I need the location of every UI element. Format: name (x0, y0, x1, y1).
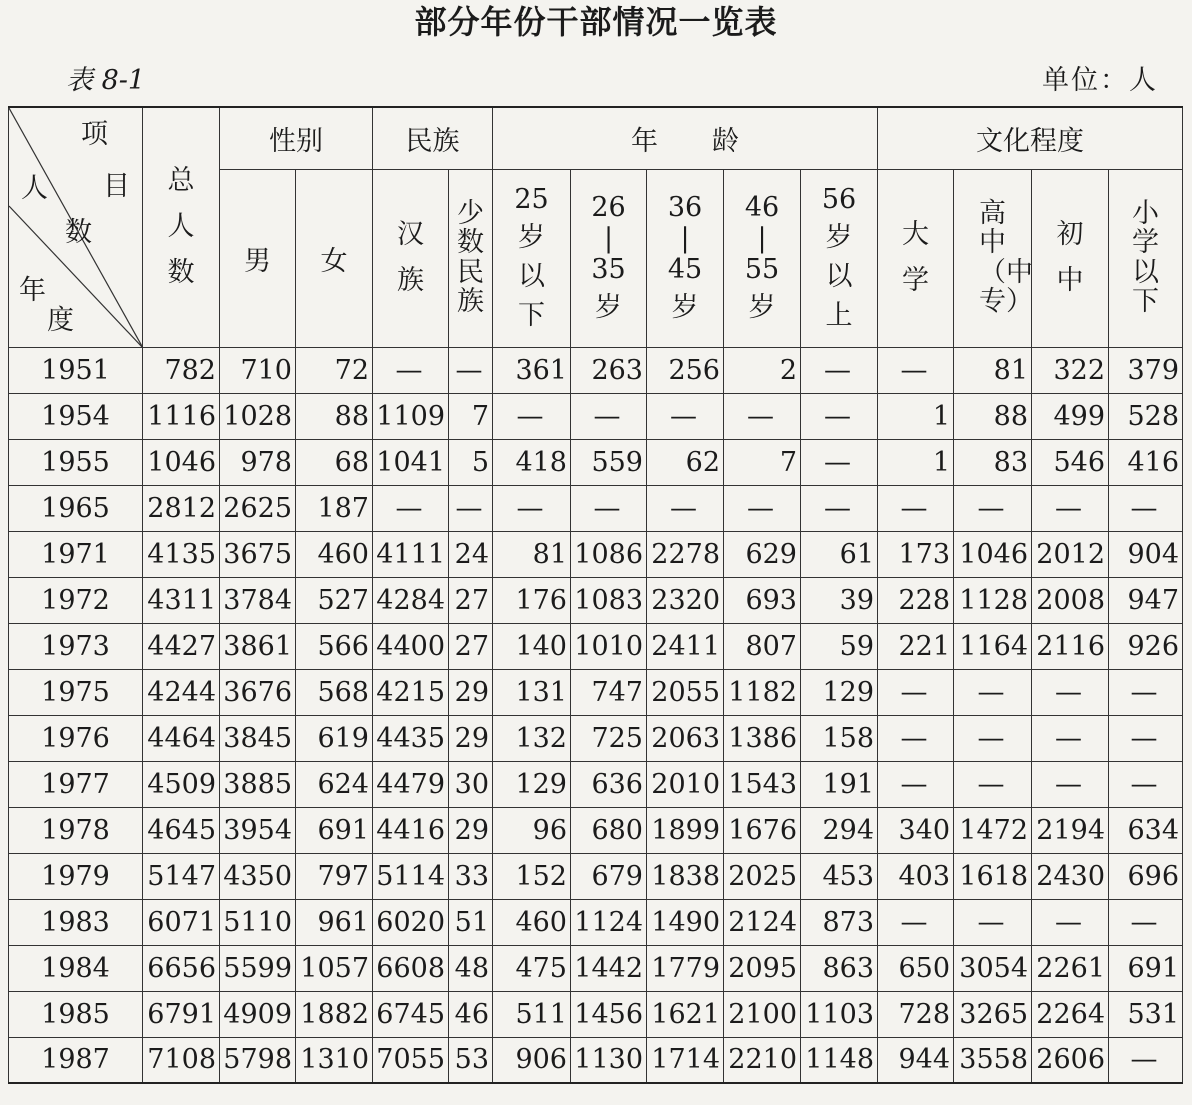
table-cell: 1676 (724, 807, 801, 853)
table-cell: 1130 (571, 1037, 647, 1083)
table-cell: 904 (1109, 531, 1183, 577)
year-cell: 1971 (9, 531, 143, 577)
table-cell: 1899 (647, 807, 724, 853)
table-cell: 680 (571, 807, 647, 853)
table-cell: 33 (449, 853, 493, 899)
table-cell: — (878, 899, 954, 945)
table-cell: — (878, 347, 954, 393)
table-cell: 797 (296, 853, 373, 899)
table-cell: — (801, 347, 878, 393)
year-cell: 1983 (9, 899, 143, 945)
table-cell: 1010 (571, 623, 647, 669)
table-cell: — (1109, 1037, 1183, 1083)
header-female: 女 (296, 169, 373, 347)
table-cell: 2 (724, 347, 801, 393)
table-cell: 3954 (220, 807, 296, 853)
corner-item-char-2: 目 (103, 171, 130, 202)
corner-year-char-2: 度 (47, 305, 74, 336)
table-cell: 152 (493, 853, 571, 899)
table-cell: — (449, 485, 493, 531)
table-cell: — (373, 485, 449, 531)
table-cell: 3558 (954, 1037, 1032, 1083)
table-cell: 256 (647, 347, 724, 393)
header-age-46-55: 46 | 55 岁 (724, 169, 801, 347)
year-cell: 1977 (9, 761, 143, 807)
table-cell: — (1109, 669, 1183, 715)
table-cell: 2430 (1032, 853, 1109, 899)
table-cell: 3784 (220, 577, 296, 623)
table-cell: 619 (296, 715, 373, 761)
table-row (9, 853, 1183, 899)
corner-count-char-2: 数 (65, 217, 92, 248)
table-cell: 650 (878, 945, 954, 991)
table-cell: 1472 (954, 807, 1032, 853)
header-gender: 性别 (220, 107, 373, 169)
table-cell: 62 (647, 439, 724, 485)
table-cell: 294 (801, 807, 878, 853)
table-cell: 4350 (220, 853, 296, 899)
table-cell: 129 (493, 761, 571, 807)
table-cell: 4135 (143, 531, 220, 577)
year-cell: 1976 (9, 715, 143, 761)
table-row (9, 991, 1183, 1037)
table-cell: 782 (143, 347, 220, 393)
table-cell: — (954, 899, 1032, 945)
table-cell: 3265 (954, 991, 1032, 1037)
table-cell: 747 (571, 669, 647, 715)
table-cell: 1057 (296, 945, 373, 991)
table-cell: 24 (449, 531, 493, 577)
table-cell: 3885 (220, 761, 296, 807)
table-cell: 1083 (571, 577, 647, 623)
header-primary-below: 小学以下 (1109, 169, 1183, 347)
table-cell: 6071 (143, 899, 220, 945)
year-cell: 1975 (9, 669, 143, 715)
table-cell: 2264 (1032, 991, 1109, 1037)
table-cell: 2194 (1032, 807, 1109, 853)
table-cell: 1442 (571, 945, 647, 991)
header-age-26-35: 26 | 35 岁 (571, 169, 647, 347)
table-cell: 2116 (1032, 623, 1109, 669)
table-cell: 6791 (143, 991, 220, 1037)
table-cell: 1310 (296, 1037, 373, 1083)
table-cell: 1028 (220, 393, 296, 439)
table-cell: 728 (878, 991, 954, 1037)
table-cell: 2278 (647, 531, 724, 577)
table-cell: 2320 (647, 577, 724, 623)
table-body (9, 347, 1183, 1083)
table-cell: 4284 (373, 577, 449, 623)
table-cell: 3054 (954, 945, 1032, 991)
table-cell: 72 (296, 347, 373, 393)
header-university: 大学 (878, 169, 954, 347)
table-cell: 83 (954, 439, 1032, 485)
corner-header-cell (9, 107, 143, 347)
year-cell: 1984 (9, 945, 143, 991)
table-row (9, 899, 1183, 945)
corner-year-char-1: 年 (19, 275, 46, 306)
table-cell: 1103 (801, 991, 878, 1037)
table-cell: 6745 (373, 991, 449, 1037)
table-number: 表 8-1 (66, 65, 146, 96)
table-cell: 53 (449, 1037, 493, 1083)
table-cell: 5147 (143, 853, 220, 899)
table-cell: — (801, 485, 878, 531)
table-cell: 5798 (220, 1037, 296, 1083)
table-cell: 221 (878, 623, 954, 669)
corner-item-char-1: 项 (81, 119, 108, 150)
table-cell: 6608 (373, 945, 449, 991)
table-cell: 527 (296, 577, 373, 623)
table-cell: 5110 (220, 899, 296, 945)
year-cell: 1954 (9, 393, 143, 439)
table-cell: — (801, 439, 878, 485)
year-cell: 1979 (9, 853, 143, 899)
table-cell: 1046 (143, 439, 220, 485)
table-row (9, 669, 1183, 715)
table-cell: 418 (493, 439, 571, 485)
table-cell: 191 (801, 761, 878, 807)
table-cell: 629 (724, 531, 801, 577)
table-cell: — (1032, 485, 1109, 531)
table-cell: 696 (1109, 853, 1183, 899)
table-cell: 1779 (647, 945, 724, 991)
table-cell: 1148 (801, 1037, 878, 1083)
table-cell: 1041 (373, 439, 449, 485)
year-cell: 1951 (9, 347, 143, 393)
table-cell: 634 (1109, 807, 1183, 853)
table-cell: 944 (878, 1037, 954, 1083)
table-cell: 947 (1109, 577, 1183, 623)
table-cell: 1164 (954, 623, 1032, 669)
table-cell: — (1109, 899, 1183, 945)
table-cell: 140 (493, 623, 571, 669)
table-cell: — (724, 393, 801, 439)
year-cell: 1972 (9, 577, 143, 623)
year-cell: 1978 (9, 807, 143, 853)
table-cell: 978 (220, 439, 296, 485)
table-cell: — (954, 669, 1032, 715)
table-cell: 81 (954, 347, 1032, 393)
table-cell: — (1109, 761, 1183, 807)
table-cell: 4464 (143, 715, 220, 761)
table-cell: 1714 (647, 1037, 724, 1083)
table-row (9, 1037, 1183, 1083)
table-cell: 531 (1109, 991, 1183, 1037)
table-cell: 5 (449, 439, 493, 485)
table-cell: — (878, 715, 954, 761)
table-cell: — (878, 485, 954, 531)
table-cell: 453 (801, 853, 878, 899)
table-row (9, 945, 1183, 991)
table-cell: — (647, 485, 724, 531)
header-male: 男 (220, 169, 296, 347)
table-cell: 460 (493, 899, 571, 945)
year-cell: 1965 (9, 485, 143, 531)
table-cell: 4909 (220, 991, 296, 1037)
table-cell: 4479 (373, 761, 449, 807)
table-cell: 2261 (1032, 945, 1109, 991)
table-cell: 5114 (373, 853, 449, 899)
table-cell: 807 (724, 623, 801, 669)
table-cell: 1456 (571, 991, 647, 1037)
table-cell: 566 (296, 623, 373, 669)
header-age-36-45: 36 | 45 岁 (647, 169, 724, 347)
table-cell: 528 (1109, 393, 1183, 439)
table-cell: 1124 (571, 899, 647, 945)
corner-count-char-1: 人 (21, 173, 48, 204)
table-cell: 361 (493, 347, 571, 393)
table-cell: 7108 (143, 1037, 220, 1083)
header-education: 文化程度 (878, 107, 1183, 169)
table-cell: — (1032, 761, 1109, 807)
table-cell: 1128 (954, 577, 1032, 623)
table-cell: 511 (493, 991, 571, 1037)
table-cell: 2025 (724, 853, 801, 899)
table-cell: — (647, 393, 724, 439)
table-row (9, 347, 1183, 393)
table-cell: 403 (878, 853, 954, 899)
table-cell: 4509 (143, 761, 220, 807)
table-cell: 4215 (373, 669, 449, 715)
table-cell: 6656 (143, 945, 220, 991)
table-cell: 228 (878, 577, 954, 623)
table-cell: 4416 (373, 807, 449, 853)
table-cell: 7 (724, 439, 801, 485)
table-cell: 4400 (373, 623, 449, 669)
table-cell: 7055 (373, 1037, 449, 1083)
table-cell: 4244 (143, 669, 220, 715)
table-cell: 322 (1032, 347, 1109, 393)
table-cell: 636 (571, 761, 647, 807)
page-title: 部分年份干部情况一览表 (414, 3, 778, 41)
header-high-school: 高中（中专） (954, 169, 1032, 347)
table-row (9, 439, 1183, 485)
table-cell: — (449, 347, 493, 393)
table-cell: 2010 (647, 761, 724, 807)
table-row (9, 577, 1183, 623)
table-cell: 873 (801, 899, 878, 945)
table-cell: 2012 (1032, 531, 1109, 577)
table-cell: — (373, 347, 449, 393)
table-cell: 961 (296, 899, 373, 945)
table-cell: 1386 (724, 715, 801, 761)
table-cell: 88 (954, 393, 1032, 439)
table-cell: 1116 (143, 393, 220, 439)
table-cell: 679 (571, 853, 647, 899)
table-cell: 132 (493, 715, 571, 761)
table-cell: 5599 (220, 945, 296, 991)
table-cell: 2625 (220, 485, 296, 531)
table-cell: — (1032, 715, 1109, 761)
unit-label: 单位：人 (1042, 65, 1158, 96)
header-age-56-above: 56 岁 以 上 (801, 169, 878, 347)
header-age: 年 龄 (493, 107, 878, 169)
table-cell: — (571, 393, 647, 439)
year-cell: 1955 (9, 439, 143, 485)
table-cell: 1618 (954, 853, 1032, 899)
table-cell: 129 (801, 669, 878, 715)
table-cell: 2095 (724, 945, 801, 991)
table-cell: 568 (296, 669, 373, 715)
table-cell: 88 (296, 393, 373, 439)
table-cell: — (493, 393, 571, 439)
table-cell: 4435 (373, 715, 449, 761)
table-cell: 46 (449, 991, 493, 1037)
table-cell: 863 (801, 945, 878, 991)
table-cell: 187 (296, 485, 373, 531)
table-cell: 3845 (220, 715, 296, 761)
table-cell: 1838 (647, 853, 724, 899)
header-junior-school: 初中 (1032, 169, 1109, 347)
table-cell: 906 (493, 1037, 571, 1083)
table-cell: 1086 (571, 531, 647, 577)
year-cell: 1973 (9, 623, 143, 669)
year-cell: 1985 (9, 991, 143, 1037)
table-cell: — (954, 761, 1032, 807)
table-cell: 4645 (143, 807, 220, 853)
table-cell: 48 (449, 945, 493, 991)
table-cell: 926 (1109, 623, 1183, 669)
table-cell: 725 (571, 715, 647, 761)
table-cell: 475 (493, 945, 571, 991)
table-cell: 4111 (373, 531, 449, 577)
table-cell: 30 (449, 761, 493, 807)
table-cell: 131 (493, 669, 571, 715)
table-cell: 1621 (647, 991, 724, 1037)
table-cell: 2124 (724, 899, 801, 945)
table-cell: 81 (493, 531, 571, 577)
table-cell: 2055 (647, 669, 724, 715)
table-cell: — (878, 761, 954, 807)
table-cell: 176 (493, 577, 571, 623)
table-cell: 1109 (373, 393, 449, 439)
table-cell: 1543 (724, 761, 801, 807)
table-cell: — (878, 669, 954, 715)
table-cell: 499 (1032, 393, 1109, 439)
table-row (9, 623, 1183, 669)
table-cell: 2008 (1032, 577, 1109, 623)
table-cell: 6020 (373, 899, 449, 945)
table-cell: 3675 (220, 531, 296, 577)
table-cell: 710 (220, 347, 296, 393)
table-cell: 693 (724, 577, 801, 623)
table-cell: 2100 (724, 991, 801, 1037)
table-cell: 340 (878, 807, 954, 853)
table-cell: 27 (449, 577, 493, 623)
table-cell: 3676 (220, 669, 296, 715)
table-cell: 29 (449, 715, 493, 761)
table-cell: — (571, 485, 647, 531)
table-cell: — (1109, 485, 1183, 531)
table-cell: 379 (1109, 347, 1183, 393)
table-cell: 2063 (647, 715, 724, 761)
table-cell: 29 (449, 807, 493, 853)
table-cell: 61 (801, 531, 878, 577)
cadre-table (8, 106, 1183, 1084)
header-minority: 少数民族 (449, 169, 493, 347)
table-cell: 59 (801, 623, 878, 669)
table-cell: 2411 (647, 623, 724, 669)
table-cell: 3861 (220, 623, 296, 669)
table-cell: 29 (449, 669, 493, 715)
table-cell: 416 (1109, 439, 1183, 485)
table-row (9, 393, 1183, 439)
table-cell: 559 (571, 439, 647, 485)
table-cell: 27 (449, 623, 493, 669)
table-cell: 173 (878, 531, 954, 577)
header-total: 总人数 (143, 107, 220, 347)
table-cell: 96 (493, 807, 571, 853)
table-cell: 1046 (954, 531, 1032, 577)
table-row (9, 807, 1183, 853)
table-cell: 1182 (724, 669, 801, 715)
table-cell: 1 (878, 393, 954, 439)
table-cell: 39 (801, 577, 878, 623)
table-cell: — (1109, 715, 1183, 761)
table-cell: 691 (296, 807, 373, 853)
table-cell: 624 (296, 761, 373, 807)
table-row (9, 761, 1183, 807)
table-cell: 1882 (296, 991, 373, 1037)
table-cell: — (724, 485, 801, 531)
year-cell: 1987 (9, 1037, 143, 1083)
table-cell: 1 (878, 439, 954, 485)
table-cell: — (954, 485, 1032, 531)
table-cell: — (801, 393, 878, 439)
table-row (9, 531, 1183, 577)
table-cell: 2606 (1032, 1037, 1109, 1083)
header-age-25-below: 25 岁 以 下 (493, 169, 571, 347)
header-han: 汉族 (373, 169, 449, 347)
table-cell: 7 (449, 393, 493, 439)
table-row (9, 715, 1183, 761)
table-cell: — (1032, 899, 1109, 945)
table-cell: 4311 (143, 577, 220, 623)
table-cell: 4427 (143, 623, 220, 669)
table-cell: — (1032, 669, 1109, 715)
table-cell: 263 (571, 347, 647, 393)
table-cell: 691 (1109, 945, 1183, 991)
table-cell: 2210 (724, 1037, 801, 1083)
table-cell: — (954, 715, 1032, 761)
table-cell: 158 (801, 715, 878, 761)
table-cell: 51 (449, 899, 493, 945)
table-cell: 1490 (647, 899, 724, 945)
table-row (9, 485, 1183, 531)
table-cell: 546 (1032, 439, 1109, 485)
table-cell: — (493, 485, 571, 531)
table-cell: 2812 (143, 485, 220, 531)
table-cell: 68 (296, 439, 373, 485)
table-cell: 460 (296, 531, 373, 577)
header-ethnicity: 民族 (373, 107, 493, 169)
